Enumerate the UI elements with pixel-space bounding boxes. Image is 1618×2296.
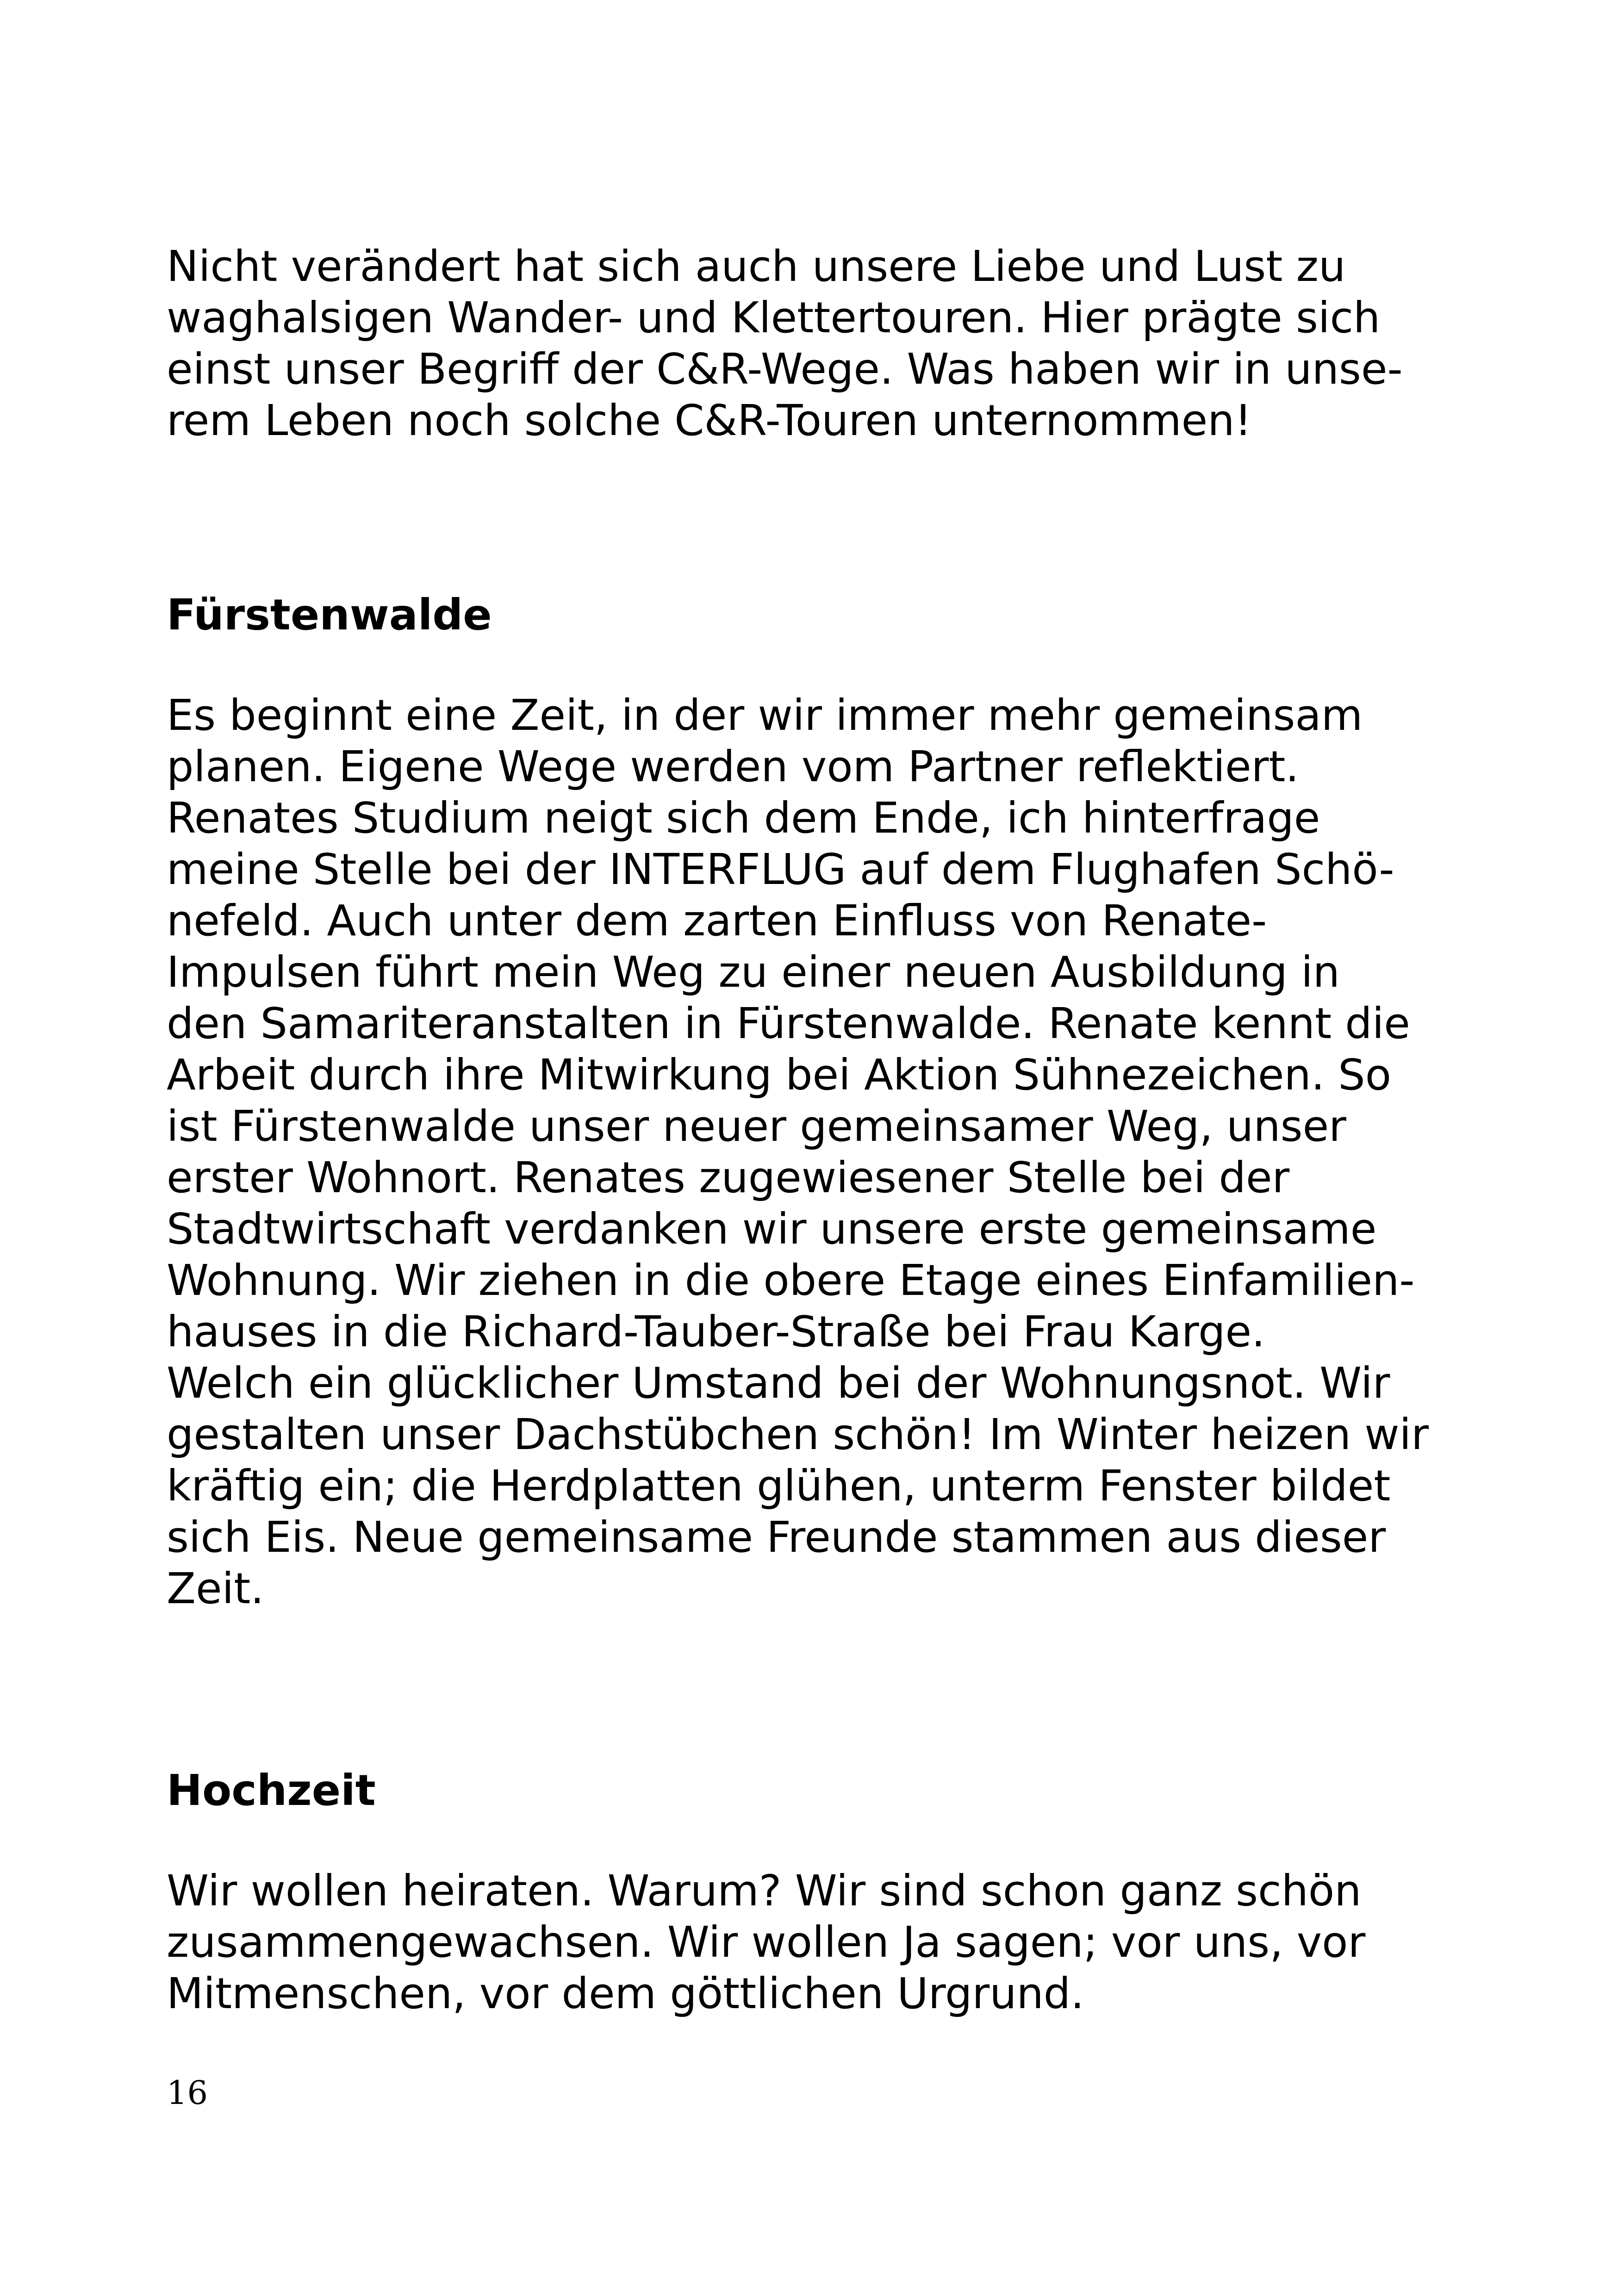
text-line: Renates Studium neigt sich dem Ende, ich hinterfrage <box>167 793 1320 843</box>
text-line: Zeit. <box>167 1564 264 1613</box>
text-line: sich Eis. Neue gemeinsame Freunde stammen aus dieser <box>167 1512 1386 1562</box>
text-line: Nicht verändert hat sich auch unsere Liebe und Lust zu <box>167 242 1346 291</box>
text-line: ist Fürstenwalde unser neuer gemeinsamer Weg, unser <box>167 1101 1347 1151</box>
text-line: waghalsigen Wander- und Klettertouren. Hier prägte sich <box>167 293 1381 342</box>
text-line: einst unser Begriff der C&R-Wege. Was haben wir in unse- <box>167 344 1403 394</box>
fuerstenwalde-paragraph <box>167 690 1462 1614</box>
text-line: erster Wohnort. Renates zugewiesener Stelle bei der <box>167 1153 1290 1202</box>
text-line: Es beginnt eine Zeit, in der wir immer mehr gemeinsam <box>167 691 1363 740</box>
text-line: Arbeit durch ihre Mitwirkung bei Aktion Sühnezeichen. So <box>167 1050 1391 1100</box>
text-line: kräftig ein; die Herdplatten glühen, unterm Fenster bildet <box>167 1461 1391 1511</box>
text-line: hauses in die Richard-Tauber-Straße bei Frau Karge. <box>167 1307 1265 1356</box>
text-line: gestalten unser Dachstübchen schön! Im Winter heizen wir <box>167 1410 1429 1459</box>
text-line: Wohnung. Wir ziehen in die obere Etage eines Einfamilien- <box>167 1256 1415 1305</box>
text-line: Impulsen führt mein Weg zu einer neuen Ausbildung in <box>167 947 1340 997</box>
text-line: zusammengewachsen. Wir wollen Ja sagen; vor uns, vor <box>167 1917 1366 1967</box>
text-line: planen. Eigene Wege werden vom Partner reflektiert. <box>167 742 1299 791</box>
text-line: Wir wollen heiraten. Warum? Wir sind schon ganz schön <box>167 1866 1362 1916</box>
page-number: 16 <box>167 2074 208 2112</box>
text-line: Welch ein glücklicher Umstand bei der Wohnungsnot. Wir <box>167 1358 1390 1408</box>
hochzeit-paragraph <box>167 1865 1462 2019</box>
section-heading-fuerstenwalde: Fürstenwalde <box>167 590 492 640</box>
text-line: Stadtwirtschaft verdanken wir unsere erste gemeinsame <box>167 1204 1377 1254</box>
text-line: meine Stelle bei der INTERFLUG auf dem Flughafen Schö- <box>167 845 1394 894</box>
text-line: Mitmenschen, vor dem göttlichen Urgrund. <box>167 1969 1084 2018</box>
text-line: nefeld. Auch unter dem zarten Einfluss von Renate- <box>167 896 1267 946</box>
section-heading-hochzeit: Hochzeit <box>167 1766 376 1815</box>
text-line: den Samariteranstalten in Fürstenwalde. Renate kennt die <box>167 999 1410 1048</box>
intro-paragraph <box>167 241 1462 446</box>
text-line: rem Leben noch solche C&R-Touren unternommen! <box>167 396 1252 445</box>
